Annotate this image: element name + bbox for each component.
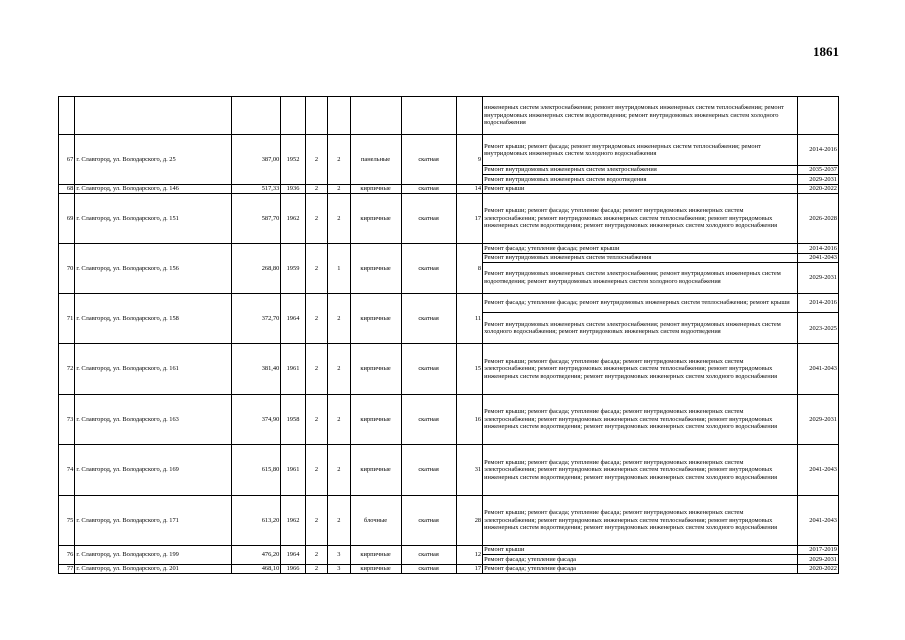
repair-period-cell: 2041-2043 [798,253,839,262]
apartments-cell: 11 [456,293,483,343]
repair-work-cell: Ремонт внутридомовых инженерных систем электроснабжения; ремонт внутридомовых инженерных систем водоотведения; ремонт внутридомовых инженерных систем холодного водоснабжения [483,262,798,293]
repair-work-cell: Ремонт крыши; ремонт фасада; утепление фасада; ремонт внутридомовых инженерных систем электроснабжения; ремонт внутридомовых инженерных систем теплоснабжения; ремонт внутридомовых инженерных систем водоотведения; ремонт внутридомовых инженерных систем холодного водоснабжения [483,394,798,444]
repair-period-cell: 2014-2016 [798,293,839,313]
repair-work-cell: Ремонт фасада; утепление фасада; ремонт крыши [483,244,798,253]
wall-material-cell: кирпичные [350,184,401,193]
row-number-cell: 70 [59,244,75,293]
repair-work-cell: Ремонт фасада; утепление фасада [483,564,798,573]
table-row [59,546,839,555]
wall-material-cell: кирпичные [350,564,401,573]
wall-material-cell: кирпичные [350,344,401,394]
table-row [59,97,839,135]
year-built-cell: 1952 [281,135,305,184]
row-number-cell [59,97,75,135]
table-row [59,184,839,193]
address-cell: г. Славгород, ул. Володарского, д. 169 [75,445,232,495]
wall-material-cell: панельные [350,135,401,184]
apartments-cell: 8 [456,244,483,293]
floors-cell: 2 [305,293,327,343]
apartments-cell: 12 [456,546,483,565]
repair-work-cell: Ремонт внутридомовых инженерных систем теплоснабжения [483,253,798,262]
repair-period-cell: 2023-2025 [798,313,839,344]
entrances-cell: 1 [328,244,350,293]
floors-cell [305,97,327,135]
repair-period-cell: 2026-2028 [798,193,839,243]
roof-type-cell: скатная [401,394,456,444]
repair-period-cell: 2014-2016 [798,135,839,166]
apartments-cell [456,97,483,135]
address-cell: г. Славгород, ул. Володарского, д. 199 [75,546,232,565]
year-built-cell: 1959 [281,244,305,293]
apartments-cell: 15 [456,344,483,394]
apartments-cell: 16 [456,394,483,444]
area-cell: 517,33 [232,184,281,193]
entrances-cell [328,97,350,135]
repair-period-cell: 2020-2022 [798,564,839,573]
entrances-cell: 2 [328,445,350,495]
table-row [59,564,839,573]
table-row [59,344,839,394]
repair-work-cell: Ремонт внутридомовых инженерных систем электроснабжения; ремонт внутридомовых инженерных систем холодного водоснабжения; ремонт внутридомовых инженерных систем водоотведения [483,313,798,344]
floors-cell: 2 [305,564,327,573]
floors-cell: 2 [305,546,327,565]
entrances-cell: 3 [328,546,350,565]
repair-period-cell [798,97,839,135]
floors-cell: 2 [305,445,327,495]
address-cell: г. Славгород, ул. Володарского, д. 146 [75,184,232,193]
repair-period-cell: 2041-2043 [798,495,839,545]
apartments-cell: 17 [456,193,483,243]
repair-period-cell: 2029-2031 [798,555,839,564]
area-cell: 613,20 [232,495,281,545]
entrances-cell: 2 [328,344,350,394]
wall-material-cell [350,97,401,135]
address-cell: г. Славгород, ул. Володарского, д. 161 [75,344,232,394]
repair-work-cell: Ремонт внутридомовых инженерных систем водоотведения [483,175,798,184]
repair-period-cell: 2029-2031 [798,175,839,184]
apartments-cell: 17 [456,564,483,573]
floors-cell: 2 [305,344,327,394]
roof-type-cell: скатная [401,135,456,184]
year-built-cell [281,97,305,135]
repair-work-cell: Ремонт крыши; ремонт фасада; ремонт внутридомовых инженерных систем теплоснабжения; ремонт внутридомовых инженерных систем холодного водоснабжения [483,135,798,166]
area-cell: 476,20 [232,546,281,565]
entrances-cell: 2 [328,495,350,545]
floors-cell: 2 [305,184,327,193]
year-built-cell: 1964 [281,546,305,565]
wall-material-cell: кирпичные [350,546,401,565]
roof-type-cell: скатная [401,546,456,565]
roof-type-cell [401,97,456,135]
table-body [59,97,839,574]
year-built-cell: 1936 [281,184,305,193]
table-row [59,135,839,166]
address-cell [75,97,232,135]
row-number-cell: 67 [59,135,75,184]
row-number-cell: 71 [59,293,75,343]
address-cell: г. Славгород, ул. Володарского, д. 25 [75,135,232,184]
roof-type-cell: скатная [401,193,456,243]
repair-work-cell: Ремонт крыши; ремонт фасада; утепление фасада; ремонт внутридомовых инженерных систем электроснабжения; ремонт внутридомовых инженерных систем теплоснабжения; ремонт внутридомовых инженерных систем водоотведения; ремонт внутридомовых инженерных систем холодного водоснабжения [483,193,798,243]
entrances-cell: 2 [328,184,350,193]
entrances-cell: 2 [328,394,350,444]
area-cell: 374,90 [232,394,281,444]
apartments-cell: 31 [456,445,483,495]
table-row [59,445,839,495]
entrances-cell: 2 [328,135,350,184]
roof-type-cell: скатная [401,344,456,394]
year-built-cell: 1961 [281,445,305,495]
address-cell: г. Славгород, ул. Володарского, д. 158 [75,293,232,343]
repair-work-cell: инженерных систем электроснабжения; ремонт внутридомовых инженерных систем теплоснабжения; ремонт внутридомовых инженерных систем водоотведения; ремонт внутридомовых инженерных систем холодного водоснабжения [483,97,798,135]
table-row [59,495,839,545]
apartments-cell: 14 [456,184,483,193]
address-cell: г. Славгород, ул. Володарского, д. 171 [75,495,232,545]
row-number-cell: 75 [59,495,75,545]
year-built-cell: 1966 [281,564,305,573]
area-cell [232,97,281,135]
row-number-cell: 77 [59,564,75,573]
address-cell: г. Славгород, ул. Володарского, д. 163 [75,394,232,444]
repair-period-cell: 2041-2043 [798,344,839,394]
area-cell: 468,10 [232,564,281,573]
wall-material-cell: блочные [350,495,401,545]
year-built-cell: 1958 [281,394,305,444]
repair-work-cell: Ремонт крыши; ремонт фасада; утепление фасада; ремонт внутридомовых инженерных систем электроснабжения; ремонт внутридомовых инженерных систем теплоснабжения; ремонт внутридомовых инженерных систем водоотведения; ремонт внутридомовых инженерных систем холодного водоснабжения [483,344,798,394]
repair-work-cell: Ремонт крыши [483,184,798,193]
year-built-cell: 1964 [281,293,305,343]
area-cell: 387,00 [232,135,281,184]
floors-cell: 2 [305,193,327,243]
repair-period-cell: 2041-2043 [798,445,839,495]
year-built-cell: 1962 [281,495,305,545]
floors-cell: 2 [305,394,327,444]
roof-type-cell: скатная [401,495,456,545]
area-cell: 615,80 [232,445,281,495]
row-number-cell: 72 [59,344,75,394]
repair-work-cell: Ремонт крыши [483,546,798,555]
page-number: 1861 [813,44,839,59]
floors-cell: 2 [305,495,327,545]
capital-repair-table [58,96,839,574]
repair-work-cell: Ремонт фасада; утепление фасада [483,555,798,564]
address-cell: г. Славгород, ул. Володарского, д. 151 [75,193,232,243]
table-row [59,293,839,313]
floors-cell: 2 [305,135,327,184]
address-cell: г. Славгород, ул. Володарского, д. 201 [75,564,232,573]
entrances-cell: 3 [328,564,350,573]
roof-type-cell: скатная [401,445,456,495]
year-built-cell: 1961 [281,344,305,394]
row-number-cell: 73 [59,394,75,444]
area-cell: 268,80 [232,244,281,293]
table-row [59,193,839,243]
repair-work-cell: Ремонт крыши; ремонт фасада; утепление фасада; ремонт внутридомовых инженерных систем электроснабжения; ремонт внутридомовых инженерных систем теплоснабжения; ремонт внутридомовых инженерных систем водоотведения; ремонт внутридомовых инженерных систем холодного водоснабжения [483,445,798,495]
apartments-cell: 9 [456,135,483,184]
wall-material-cell: кирпичные [350,445,401,495]
repair-period-cell: 2029-2031 [798,262,839,293]
area-cell: 587,70 [232,193,281,243]
address-cell: г. Славгород, ул. Володарского, д. 156 [75,244,232,293]
area-cell: 381,40 [232,344,281,394]
wall-material-cell: кирпичные [350,244,401,293]
area-cell: 372,70 [232,293,281,343]
entrances-cell: 2 [328,293,350,343]
floors-cell: 2 [305,244,327,293]
year-built-cell: 1962 [281,193,305,243]
wall-material-cell: кирпичные [350,394,401,444]
repair-period-cell: 2020-2022 [798,184,839,193]
roof-type-cell: скатная [401,244,456,293]
repair-work-cell: Ремонт крыши; ремонт фасада; утепление фасада; ремонт внутридомовых инженерных систем электроснабжения; ремонт внутридомовых инженерных систем теплоснабжения; ремонт внутридомовых инженерных систем водоотведения; ремонт внутридомовых инженерных систем холодного водоснабжения [483,495,798,545]
row-number-cell: 68 [59,184,75,193]
wall-material-cell: кирпичные [350,293,401,343]
table-row [59,394,839,444]
entrances-cell: 2 [328,193,350,243]
roof-type-cell: скатная [401,184,456,193]
roof-type-cell: скатная [401,293,456,343]
row-number-cell: 69 [59,193,75,243]
repair-period-cell: 2029-2031 [798,394,839,444]
roof-type-cell: скатная [401,564,456,573]
repair-work-cell: Ремонт фасада; утепление фасада; ремонт внутридомовых инженерных систем теплоснабжения; ремонт крыши [483,293,798,313]
row-number-cell: 76 [59,546,75,565]
apartments-cell: 28 [456,495,483,545]
row-number-cell: 74 [59,445,75,495]
wall-material-cell: кирпичные [350,193,401,243]
repair-period-cell: 2017-2019 [798,546,839,555]
repair-work-cell: Ремонт внутридомовых инженерных систем электроснабжения [483,166,798,175]
repair-period-cell: 2035-2037 [798,166,839,175]
table-row [59,244,839,253]
repair-period-cell: 2014-2016 [798,244,839,253]
